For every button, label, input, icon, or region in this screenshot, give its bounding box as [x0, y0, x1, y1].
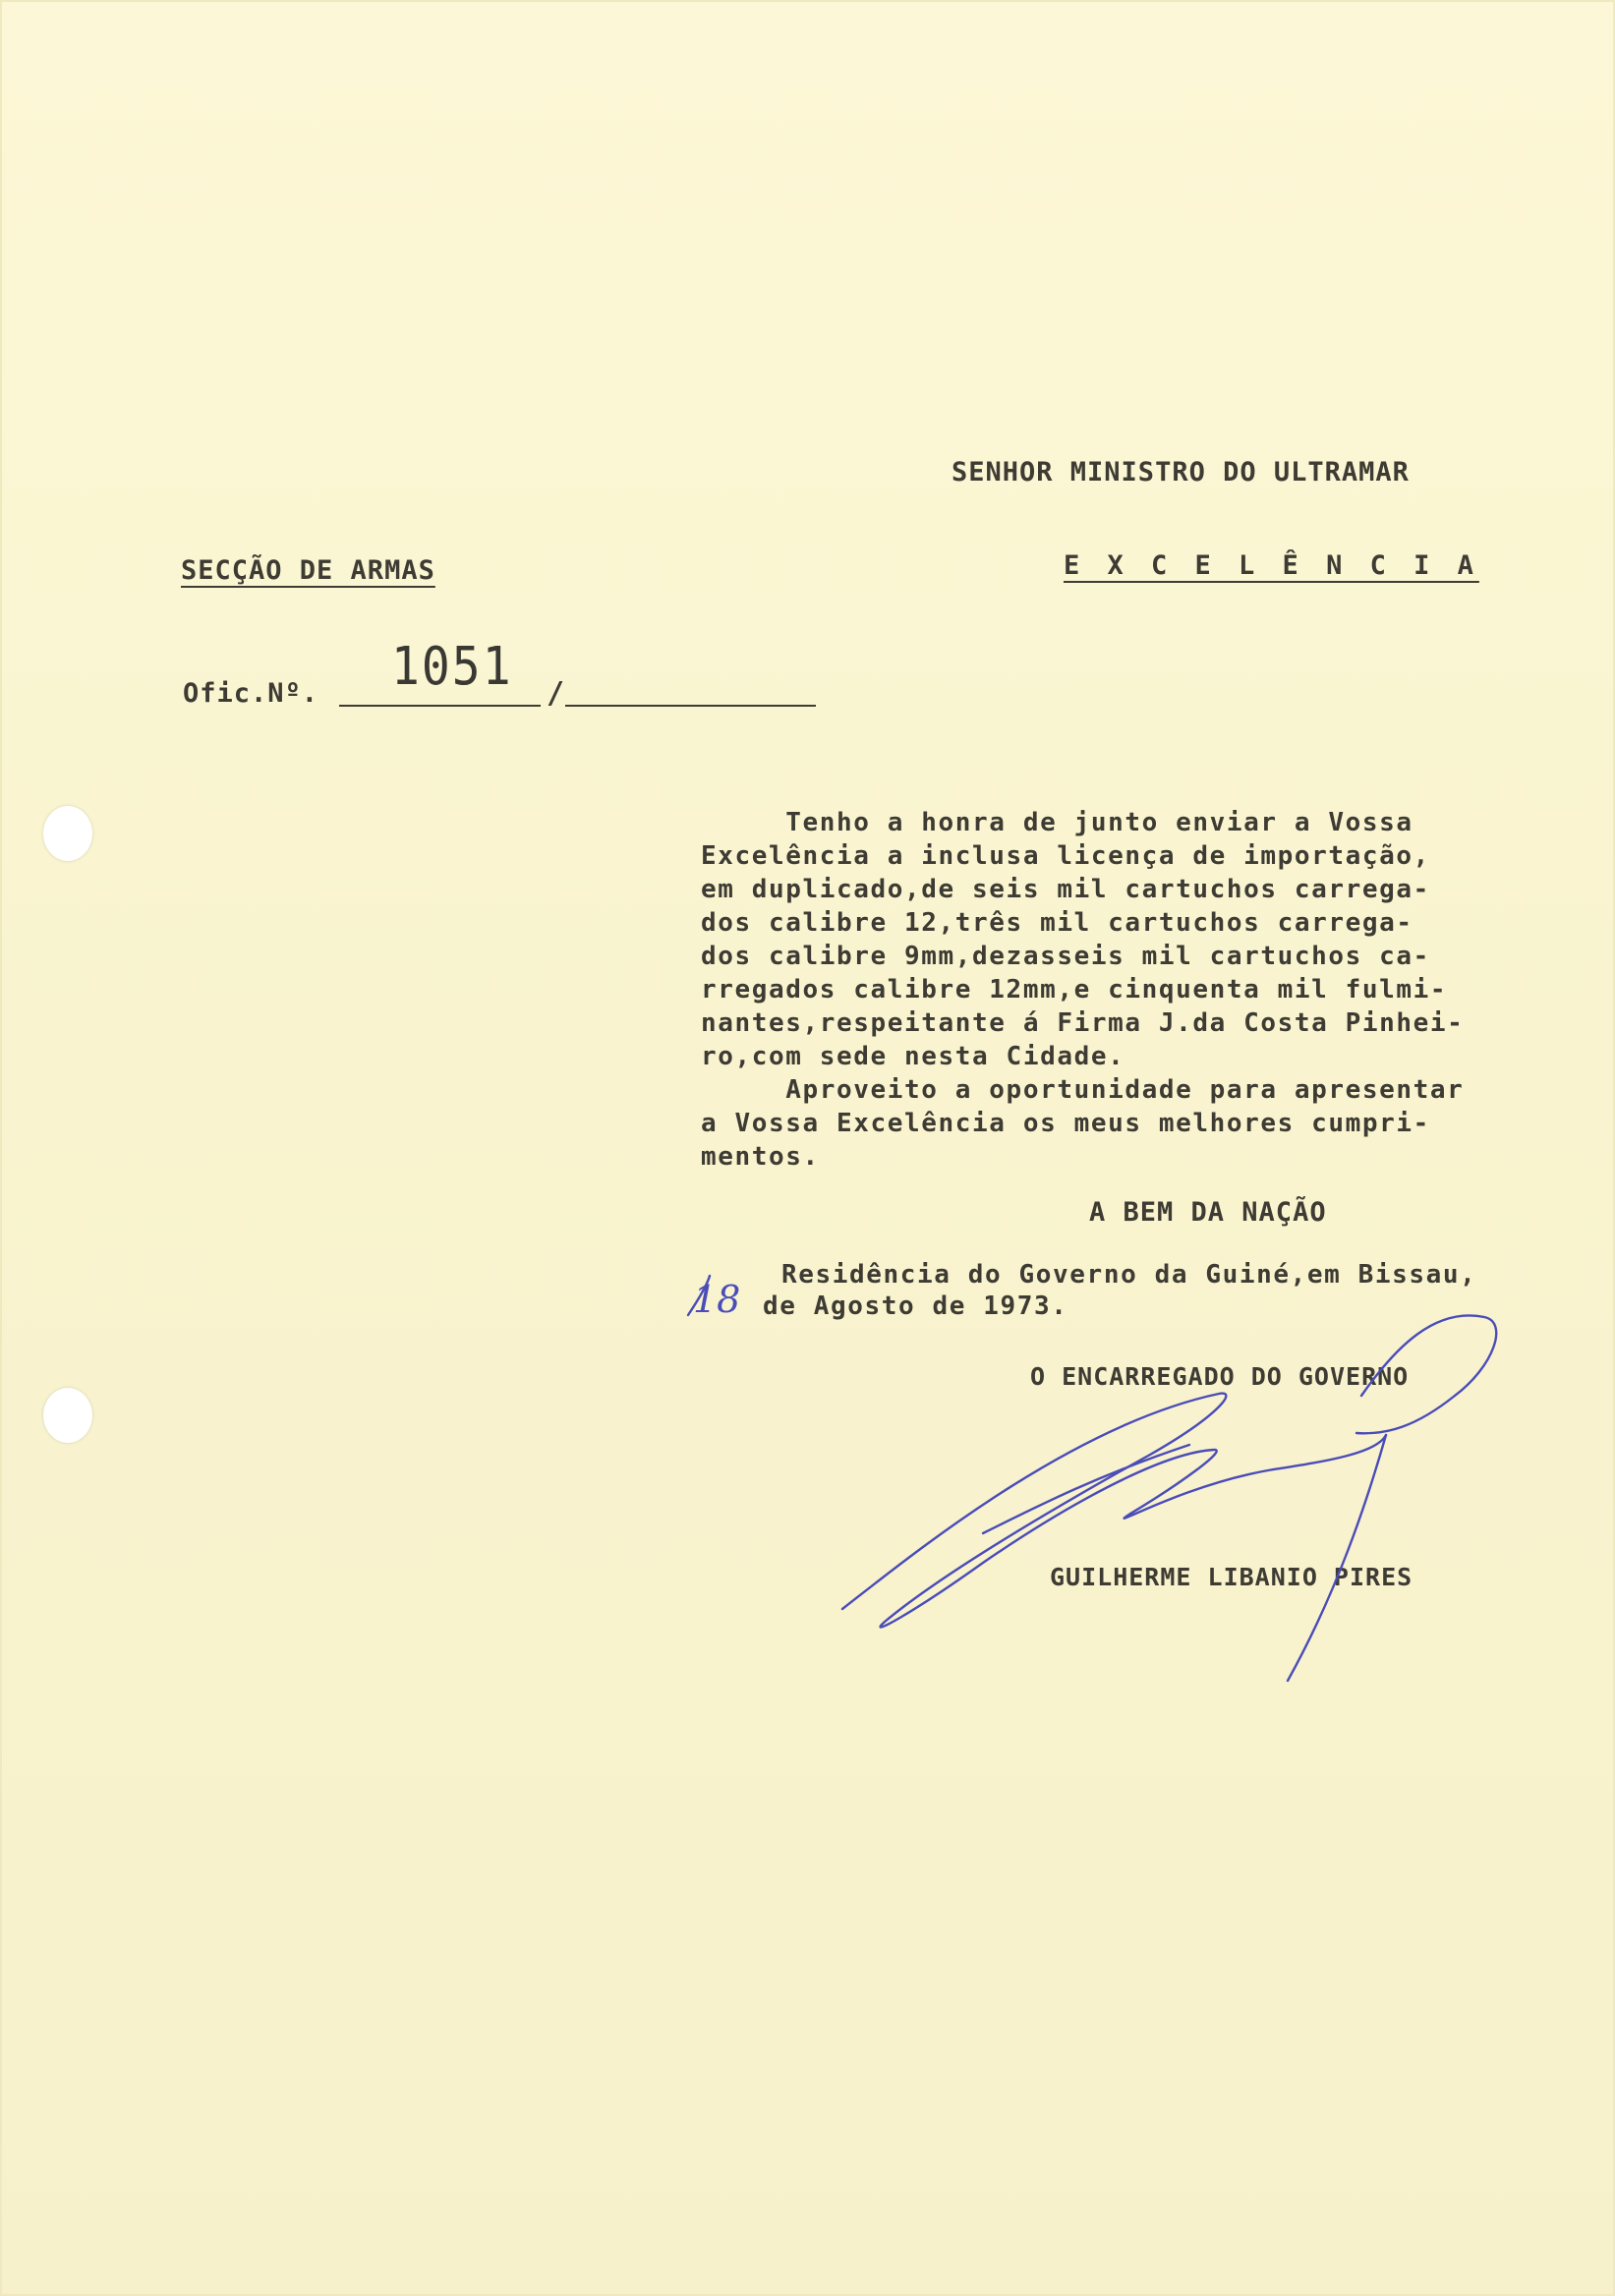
- signer-title: O ENCARREGADO DO GOVERNO: [1030, 1362, 1410, 1391]
- section-heading: SECÇÃO DE ARMAS: [181, 555, 435, 586]
- oficio-label: Ofic.Nº.: [183, 678, 319, 709]
- closing-phrase: A BEM DA NAÇÃO: [1089, 1197, 1327, 1228]
- body-line: mentos.: [701, 1142, 820, 1172]
- punch-hole-top: [43, 806, 92, 861]
- letter-body: [701, 806, 1586, 1174]
- place-date-line1: Residência do Governo da Guiné,em Bissau,: [781, 1260, 1477, 1290]
- body-line: em duplicado,de seis mil cartuchos carrega-: [701, 875, 1430, 904]
- oficio-year-line: [565, 705, 816, 707]
- body-line: a Vossa Excelência os meus melhores cumpri-: [701, 1109, 1430, 1138]
- oficio-slash: /: [547, 676, 566, 711]
- body-line: Tenho a honra de junto enviar a Vossa: [701, 808, 1413, 837]
- body-line: dos calibre 9mm,dezasseis mil cartuchos ca-: [701, 942, 1430, 971]
- addressee: SENHOR MINISTRO DO ULTRAMAR: [952, 457, 1410, 488]
- salutation: E X C E L Ê N C I A: [1064, 550, 1479, 581]
- body-line: dos calibre 12,três mil cartuchos carrega-: [701, 908, 1413, 938]
- place-date-line2: de Agosto de 1973.: [763, 1292, 1068, 1321]
- oficio-number: 1051: [391, 635, 513, 698]
- body-line: ro,com sede nesta Cidade.: [701, 1042, 1125, 1071]
- body-line: Excelência a inclusa licença de importação,: [701, 841, 1430, 871]
- oficio-number-line: [339, 705, 541, 707]
- body-line: Aproveito a oportunidade para apresentar: [701, 1075, 1465, 1105]
- punch-hole-bottom: [43, 1388, 92, 1443]
- handwritten-day: 18: [693, 1278, 741, 1321]
- body-line: nantes,respeitante á Firma J.da Costa Pinhei-: [701, 1008, 1465, 1038]
- body-line: rregados calibre 12mm,e cinquenta mil fulmi-: [701, 975, 1448, 1004]
- signer-name: GUILHERME LIBANIO PIRES: [1050, 1563, 1413, 1591]
